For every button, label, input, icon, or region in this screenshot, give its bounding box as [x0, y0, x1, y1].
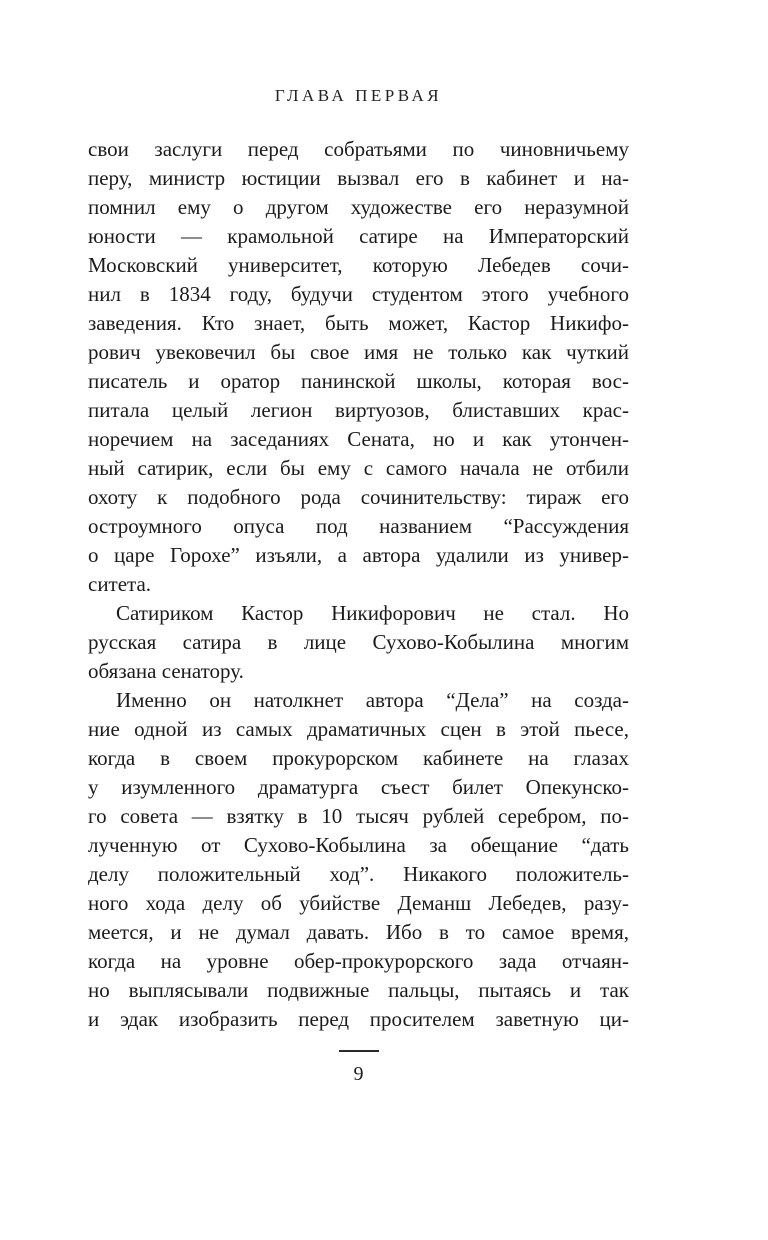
page-number: 9: [353, 1063, 364, 1085]
text-line: заведения. Кто знает, быть может, Кастор Никифо-: [88, 311, 629, 335]
text-line: ние одной из самых драматичных сцен в этой пьесе,: [88, 717, 629, 741]
text-line: когда на уровне обер-прокурорского зада отчаян-: [88, 949, 629, 973]
footer-divider: [339, 1050, 379, 1052]
text-line: делу положительный ход”. Никакого положитель-: [88, 862, 629, 886]
text-line: обязана сенатору.: [88, 659, 244, 683]
text-line: у изумленного драматурга съест билет Опекунско-: [88, 775, 629, 799]
text-line: рович увековечил бы свое имя не только как чуткий: [88, 340, 629, 364]
text-line: лученную от Сухово-Кобылина за обещание “дать: [88, 833, 629, 857]
text-line: го совета — взятку в 10 тысяч рублей серебром, по-: [88, 804, 629, 828]
text-line: перу, министр юстиции вызвал его в кабинет и на-: [88, 166, 629, 190]
text-line: ситета.: [88, 572, 152, 596]
text-line: охоту к подобного рода сочинительству: тираж его: [88, 485, 629, 509]
text-line: Именно он натолкнет автора “Дела” на созда-: [116, 688, 629, 712]
paragraph: [88, 599, 629, 686]
text-line: помнил ему о другом художестве его неразумной: [88, 195, 629, 219]
body-text: [88, 135, 629, 1034]
text-line: норечием на заседаниях Сената, но и как утончен-: [88, 427, 629, 451]
text-line: и эдак изобразить перед просителем заветную ци-: [88, 1007, 629, 1031]
page-footer: [88, 1050, 629, 1086]
text-line: русская сатира в лице Сухово-Кобылина многим: [88, 630, 629, 654]
text-line: но выплясывали подвижные пальцы, пытаясь и так: [88, 978, 629, 1002]
text-line: остроумного опуса под названием “Рассуждения: [88, 514, 629, 538]
paragraph: [88, 686, 629, 1034]
text-line: Московский университет, которую Лебедев сочи-: [88, 253, 629, 277]
text-line: когда в своем прокурорском кабинете на глазах: [88, 746, 629, 770]
text-line: о царе Горохе” изъяли, а автора удалили из универ-: [88, 543, 629, 567]
text-line: ного хода делу об убийстве Деманш Лебедев, разу-: [88, 891, 629, 915]
paragraph: [88, 135, 629, 599]
text-line: нил в 1834 году, будучи студентом этого учебного: [88, 282, 629, 306]
text-line: меется, и не думал давать. Ибо в то самое время,: [88, 920, 629, 944]
chapter-heading: ГЛАВА ПЕРВАЯ: [274, 86, 443, 105]
text-line: свои заслуги перед собратьями по чиновничьему: [88, 137, 629, 161]
text-line: питала целый легион виртуозов, блиставших крас-: [88, 398, 629, 422]
text-line: ный сатирик, если бы ему с самого начала не отбили: [88, 456, 629, 480]
text-line: Сатириком Кастор Никифорович не стал. Но: [116, 601, 629, 625]
text-line: юности — крамольной сатире на Императорский: [88, 224, 629, 248]
text-line: писатель и оратор панинской школы, которая вос-: [88, 369, 629, 393]
